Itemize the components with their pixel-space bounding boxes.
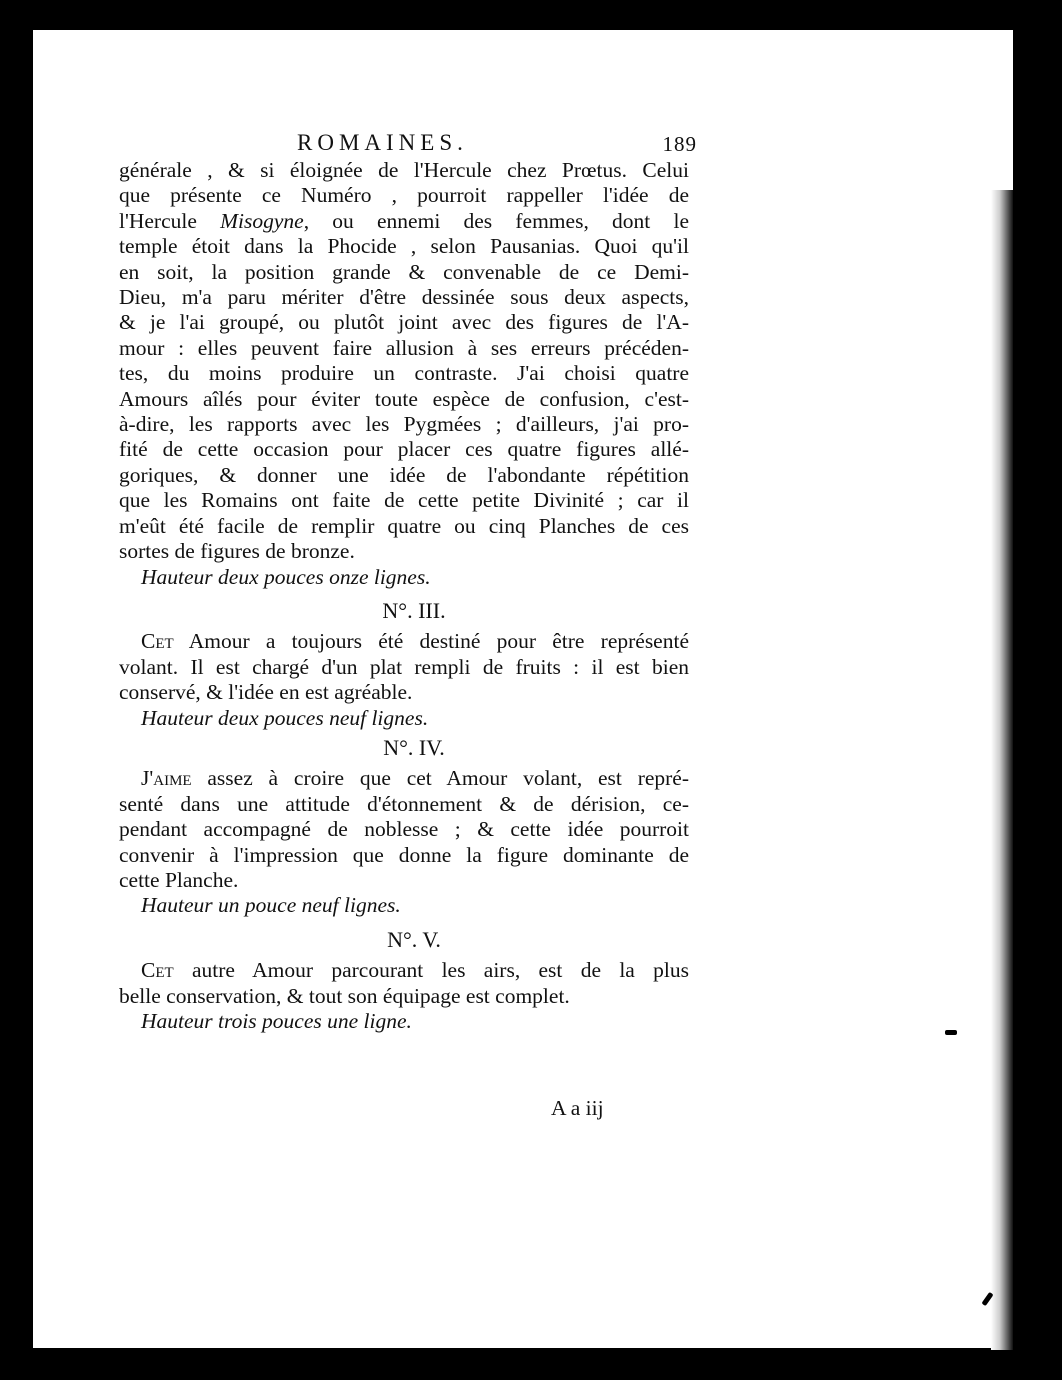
section-heading-v: N°. V. bbox=[387, 926, 441, 952]
text-line: & je l'ai groupé, ou plutôt joint avec des figures de l'A- bbox=[119, 310, 689, 335]
text-line: générale , & si éloignée de l'Hercule chez Prœtus. Celui bbox=[119, 158, 689, 182]
intro-paragraph bbox=[119, 158, 689, 590]
text-line: belle conservation, & tout son équipage est complet. bbox=[119, 983, 570, 1008]
text-line: sortes de figures de bronze. bbox=[119, 539, 355, 564]
text-line: que les Romains ont faite de cette petite Divinité ; car il bbox=[119, 488, 689, 513]
text-line: Dieu, m'a paru mériter d'être dessinée sous deux aspects, bbox=[119, 285, 689, 310]
section-v-paragraph bbox=[119, 958, 689, 1034]
text-line bbox=[119, 958, 689, 983]
text-line: convenir à l'impression que donne la figure dominante de bbox=[119, 842, 689, 867]
text-line: tes, du moins produire un contraste. J'ai choisi quatre bbox=[119, 361, 689, 386]
section-iii-paragraph bbox=[119, 629, 689, 731]
text-line: mour : elles peuvent faire allusion à ses erreurs précéden- bbox=[119, 335, 689, 360]
text-line: en soit, la position grande & convenable de ce Demi- bbox=[119, 259, 689, 284]
text-line: goriques, & donner une idée de l'abondante répétition bbox=[119, 462, 689, 487]
text-fragment: Amour a toujours été destiné pour être représenté bbox=[188, 629, 689, 654]
page-content bbox=[119, 128, 697, 1034]
signature-mark: A a iij bbox=[551, 1096, 604, 1120]
text-line: pendant accompagné de noblesse ; & cette idée pourroit bbox=[119, 817, 689, 842]
section-heading-iv: N°. IV. bbox=[383, 734, 445, 760]
text-line: volant. Il est chargé d'un plat rempli de fruits : il est bien bbox=[119, 654, 689, 679]
text-line: senté dans une attitude d'étonnement & de dérision, ce- bbox=[119, 791, 689, 816]
text-fragment: autre Amour parcourant les airs, est de la plus bbox=[192, 958, 690, 983]
height-note: Hauteur deux pouces onze lignes. bbox=[141, 564, 431, 589]
section-heading-iii: N°. III. bbox=[382, 597, 446, 623]
page-number: 189 bbox=[662, 132, 697, 156]
text-line bbox=[119, 766, 689, 791]
text-line: m'eût été facile de remplir quatre ou cinq Planches de ces bbox=[119, 513, 689, 538]
text-line: Amours aîlés pour éviter toute espèce de confusion, c'est- bbox=[119, 386, 689, 411]
running-head bbox=[119, 128, 697, 158]
page-edge-shadow bbox=[991, 190, 1013, 1350]
text-line bbox=[119, 209, 689, 234]
text-line: à-dire, les rapports avec les Pygmées ; d'ailleurs, j'ai pro- bbox=[119, 412, 689, 437]
running-title: ROMAINES. bbox=[297, 130, 468, 155]
italic-term: Misogyne bbox=[220, 208, 304, 233]
text-fragment: assez à croire que cet Amour volant, est repré- bbox=[207, 766, 690, 791]
height-note: Hauteur deux pouces neuf lignes. bbox=[141, 705, 429, 730]
book-page bbox=[33, 30, 1013, 1348]
text-line: fité de cette occasion pour placer ces quatre figures allé- bbox=[119, 437, 689, 462]
scan-speck bbox=[945, 1030, 957, 1035]
text-line: que présente ce Numéro , pourroit rappeller l'idée de bbox=[119, 183, 689, 208]
section-iv-paragraph bbox=[119, 766, 689, 918]
text-fragment: l'Hercule bbox=[119, 208, 197, 233]
text-fragment: , ou ennemi des femmes, dont le bbox=[303, 208, 689, 233]
lead-word: Cet bbox=[141, 958, 174, 983]
lead-word: J'aime bbox=[141, 766, 192, 791]
text-line: cette Planche. bbox=[119, 867, 239, 892]
height-note: Hauteur trois pouces une ligne. bbox=[141, 1009, 412, 1033]
text-line bbox=[119, 629, 689, 654]
height-note: Hauteur un pouce neuf lignes. bbox=[141, 893, 401, 918]
lead-word: Cet bbox=[141, 629, 174, 654]
text-line: conservé, & l'idée en est agréable. bbox=[119, 680, 413, 705]
text-line: temple étoit dans la Phocide , selon Pausanias. Quoi qu'il bbox=[119, 234, 689, 259]
